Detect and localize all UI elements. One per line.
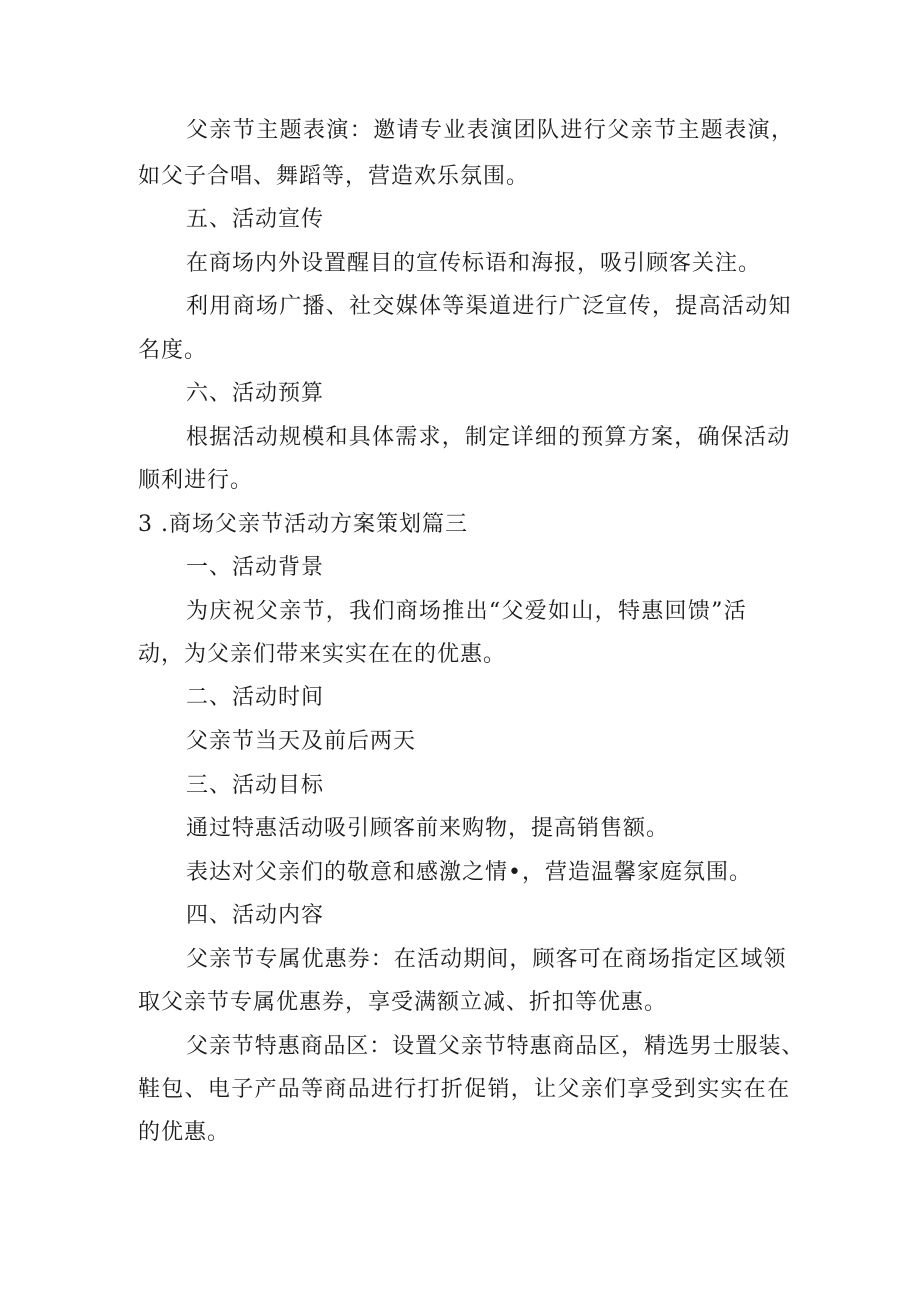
paragraph-line: 父亲节当天及前后两天 <box>186 729 417 754</box>
section-heading: 一、活动背景 <box>186 555 325 580</box>
paragraph-line: 父亲节特惠商品区：设置父亲节特惠商品区，精选男士服装、 <box>186 1034 805 1059</box>
paragraph-line: 根据活动规模和具体需求，制定详细的预算方案，确保活动 <box>186 425 791 450</box>
paragraph-line: 利用商场广播、社交媒体等渠道进行广泛宣传，提高活动知 <box>186 294 792 319</box>
paragraph-line: 顺利进行。 <box>138 468 254 493</box>
section-heading: 二、活动时间 <box>186 685 325 710</box>
paragraph-line: 父亲节主题表演：邀请专业表演团队进行父亲节主题表演， <box>186 118 795 143</box>
paragraph-line: 父亲节专属优惠券：在活动期间，顾客可在商场指定区域领 <box>186 947 787 972</box>
chapter-title: 3 .商场父亲节活动方案策划篇三 <box>138 512 468 537</box>
paragraph-line: 通过特惠活动吸引顾客前来购物，提高销售额。 <box>186 816 670 841</box>
paragraph-line: 动，为父亲们带来实实在在的优惠。 <box>138 642 507 667</box>
section-heading: 四、活动内容 <box>186 903 325 928</box>
paragraph-line: 鞋包、电子产品等商品进行打折促销，让父亲们享受到实实在在 <box>138 1077 791 1102</box>
paragraph-line: 的优惠。 <box>138 1120 231 1145</box>
section-heading: 五、活动宣传 <box>186 207 325 232</box>
section-heading: 六、活动预算 <box>186 381 325 406</box>
paragraph-line: 如父子合唱、舞蹈等，营造欢乐氛围。 <box>138 164 530 189</box>
paragraph-line: 表达对父亲们的敬意和感激之情•，营造温馨家庭氛围。 <box>186 860 752 885</box>
section-heading: 三、活动目标 <box>186 773 325 798</box>
paragraph-line: 取父亲节专属优惠券，享受满额立减、折扣等优惠。 <box>138 990 668 1015</box>
paragraph-line: 名度。 <box>138 338 208 363</box>
paragraph-line: 在商场内外设置醒目的宣传标语和海报，吸引顾客关注。 <box>186 251 762 276</box>
paragraph-line: 为庆祝父亲节，我们商场推出“父爱如山，特惠回馈”活 <box>186 599 747 624</box>
